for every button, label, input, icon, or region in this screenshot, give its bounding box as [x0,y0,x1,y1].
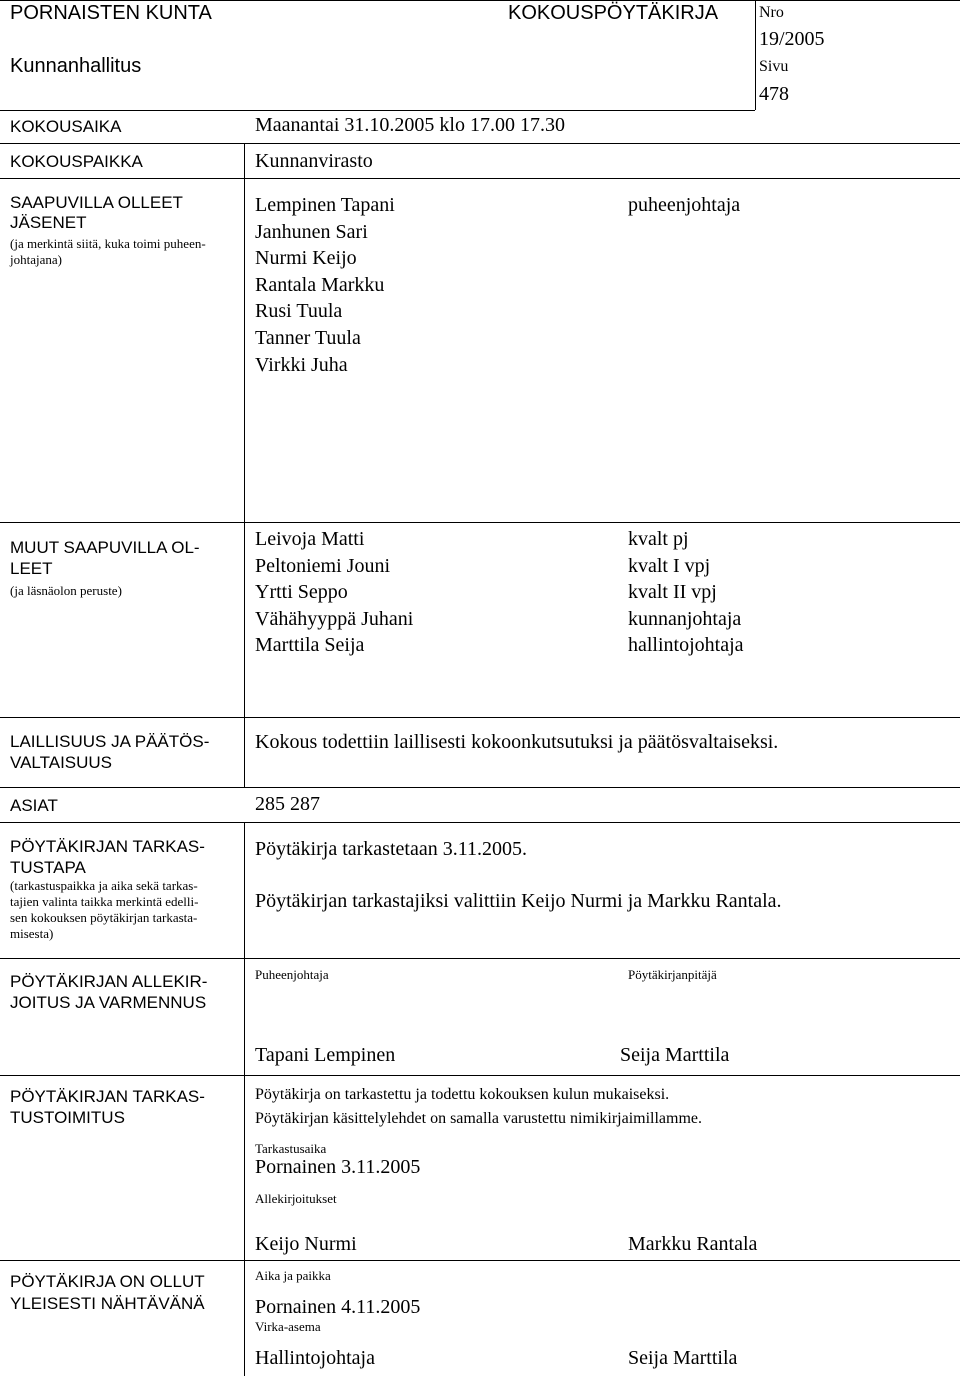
other-name: Leivoja Matti [255,528,365,550]
meeting-place-value: Kunnanvirasto [255,150,373,172]
legality-label-line1: LAILLISUUS JA PÄÄTÖS- [10,732,210,751]
review-method-note-line: misesta) [10,926,54,941]
nro-value: 19/2005 [759,28,825,50]
chair-caption: Puheenjohtaja [255,967,329,982]
review-time-caption: Tarkastusaika [255,1141,327,1156]
rule-header-top [0,0,960,1]
nro-label: Nro [759,4,784,21]
others-label-line2: LEET [10,559,53,578]
rule-after-others [0,717,960,718]
signatures-label-line2: JOITUS JA VARMENNUS [10,993,207,1012]
members-label-line1: SAAPUVILLA OLLEET [10,193,183,212]
public-place-caption: Aika ja paikka [255,1268,331,1283]
signatures-label-line1: PÖYTÄKIRJAN ALLEKIR- [10,972,208,991]
member-name: Lempinen Tapani [255,194,395,216]
other-name: Vähähyyppä Juhani [255,607,414,630]
review-label-line2: TUSTOIMITUS [10,1108,125,1127]
public-official-name: Seija Marttila [628,1347,738,1369]
review-time-value: Pornainen 3.11.2005 [255,1156,421,1178]
sivu-value: 478 [759,83,789,105]
members-name-list [255,192,395,378]
meeting-place-label: KOKOUSPAIKKA [10,152,143,171]
public-display-label-line2: YLEISESTI NÄHTÄVÄNÄ [10,1294,205,1313]
others-note: (ja läsnäolon peruste) [10,583,122,598]
members-role-list [628,192,740,219]
rule-label-column-e [244,958,245,1075]
review-method-label-line2: TUSTAPA [10,858,86,877]
review-statement-1: Pöytäkirja on tarkastettu ja todettu kokouksen kulun mukaiseksi. [255,1086,670,1103]
other-role: hallintojohtaja [628,634,744,657]
rule-after-legality [0,787,960,788]
public-position-caption: Virka-asema [255,1319,321,1334]
public-display-label-line1: PÖYTÄKIRJA ON OLLUT [10,1272,205,1291]
member-name: Nurmi Keijo [255,247,357,270]
other-name: Marttila Seija [255,634,365,657]
other-role: kvalt II vpj [628,581,717,604]
review-date-text: Pöytäkirja tarkastetaan 3.11.2005. [255,838,527,860]
review-method-note-line: sen kokouksen pöytäkirjan tarkasta- [10,910,198,925]
rule-label-column-c [244,717,245,787]
members-label-line2: JÄSENET [10,213,87,232]
review-method-note-line: tajien valinta taikka merkintä edelli- [10,894,199,909]
secretary-caption: Pöytäkirjanpitäjä [628,967,717,982]
member-role: puheenjohtaja [628,194,741,216]
meeting-time-label: KOKOUSAIKA [10,117,122,136]
chair-name: Tapani Lempinen [255,1044,396,1066]
rule-label-column-g [244,1260,245,1376]
secretary-name: Seija Marttila [620,1044,730,1066]
member-name: Rusi Tuula [255,300,343,323]
review-label-line1: PÖYTÄKIRJAN TARKAS- [10,1087,205,1106]
reviewer-1-name: Keijo Nurmi [255,1233,357,1255]
municipality-name: PORNAISTEN KUNTA [10,2,212,24]
rule-header-bottom [0,110,755,111]
member-name: Tanner Tuula [255,326,361,349]
other-name: Peltoniemi Jouni [255,554,390,577]
other-role: kunnanjohtaja [628,607,742,630]
rule-label-column-d [244,822,245,958]
others-role-list [628,526,744,659]
other-role: kvalt I vpj [628,554,711,577]
members-note-line1: (ja merkintä siitä, kuka toimi puheen- [10,236,206,251]
rule-after-members [0,522,960,523]
member-name: Rantala Markku [255,273,385,296]
public-place-value: Pornainen 4.11.2005 [255,1296,421,1318]
rule-after-signatures [0,1075,960,1076]
other-name: Yrtti Seppo [255,581,348,604]
review-method-note [10,878,198,942]
rule-label-column-f [244,1075,245,1260]
rule-after-items [0,822,960,823]
meeting-time-value: Maanantai 31.10.2005 klo 17.00 17.30 [255,114,565,136]
rule-after-place [0,178,960,179]
sivu-label: Sivu [759,58,789,75]
document-type: KOKOUSPÖYTÄKIRJA [508,2,719,24]
rule-after-time [0,143,960,144]
rule-after-review [0,1260,960,1261]
items-value: 285 287 [255,793,320,815]
legality-label-line2: VALTAISUUS [10,753,113,772]
other-role: kvalt pj [628,528,689,550]
rule-after-review-method [0,958,960,959]
items-label: ASIAT [10,796,58,815]
rule-label-column-a [244,143,245,522]
others-name-list [255,526,413,659]
review-signatures-caption: Allekirjoitukset [255,1191,337,1206]
public-position-value: Hallintojohtaja [255,1347,375,1369]
rule-label-column-b [244,522,245,717]
members-note-line2: johtajana) [10,252,62,267]
governing-body: Kunnanhallitus [10,55,142,77]
review-method-note-line: (tarkastuspaikka ja aika sekä tarkas- [10,878,198,893]
rule-nro-column [755,0,756,110]
reviewer-2-name: Markku Rantala [628,1233,758,1255]
review-method-label-line1: PÖYTÄKIRJAN TARKAS- [10,837,205,856]
member-name: Virkki Juha [255,353,348,376]
legality-text: Kokous todettiin laillisesti kokoonkutsutuksi ja päätösvaltaiseksi. [255,731,779,753]
review-statement-2: Pöytäkirjan käsittelylehdet on samalla varustettu nimikirjaimillamme. [255,1110,703,1127]
member-name: Janhunen Sari [255,220,368,243]
reviewers-chosen-text: Pöytäkirjan tarkastajiksi valittiin Keijo Nurmi ja Markku Rantala. [255,890,782,912]
others-label-line1: MUUT SAAPUVILLA OL- [10,538,200,557]
